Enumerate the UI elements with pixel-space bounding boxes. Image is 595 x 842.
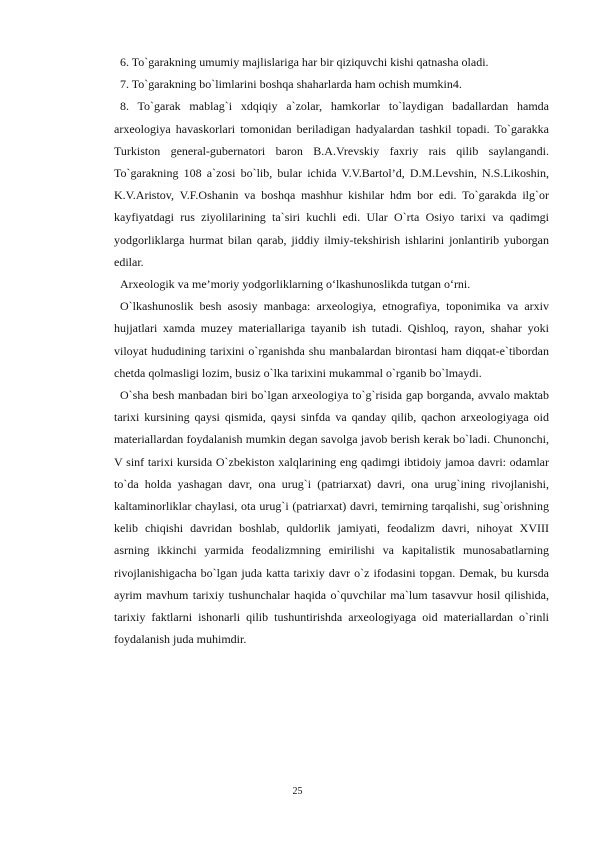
paragraph-archaeology: O`sha besh manbadan biri bo`lgan arxeologiya to`g`risida gap borganda, avvalo maktab tarixi kursining qaysi qismida, qaysi sinfda va qanday qilib, qachon arxeologiyaga oid materiallardan foydalanish mumkin degan savolga javob berish kerak bo`ladi. Chunonchi, V sinf tarixi kursida O`zbekiston xalqlarining eng qadimgi ibtidoiy jamoa davri: odamlar to`da holda yashagan davr, ona urug`i (patriarxat) davri, ona urug`ining rivojlanishi, kaltaminorliklar chaylasi, ota urug`i (patriarxat) davri, temirning tarqalishi, sug`orishning kelib chiqishi davridan boshlab, quldorlik jamiyati, feodalizm davri, nihoyat XVIII asrning ikkinchi yarmida feodalizmning emirilishi va kapitalistik munosabatlarning rivojlanishigacha bo`lgan juda katta tarixiy davr o`z ifodasini topgan. Demak, bu kursda ayrim mavhum tarixiy tushunchalar haqida o`quvchilar ma`lum tasavvur hosil qilishida, tarixiy faktlarni ishonarli qilib tushuntirishda arxeologiyaga oid materiallardan o`rinli foydalanish juda muhimdir. <box>114 388 549 647</box>
paragraph-item-7: 7. To`garakning bo`limlarini boshqa shaharlarda ham ochish mumkin4. <box>120 77 462 92</box>
paragraph-item-8: 8. To`garak mablag`i xdqiqiy a`zolar, hamkorlar to`laydigan badallardan hamda arxeologiya havaskorlari tomonidan beriladigan hadyalardan tashkil topadi. To`garakka Turkiston general-gubernatori baron B.A.Vrevskiy faxriy rais qilib saylangandi. To`garakning 108 a`zosi bo`lib, bular ichida V.V.Bartol’d, D.M.Levshin, N.S.Likoshin, K.V.Aristov, V.F.Oshanin va boshqa mashhur kishilar hdm bor edi. To`garakda ilg`or kayfiyatdagi rus ziyolilarining ta`siri kuchli edi. Ular O`rta Osiyo tarixi va qadimgi yodgorliklarga hurmat bilan qarab, jiddiy ilmiy-tekshirish ishlarini jonlantirib yuborgan edilar. <box>114 99 549 269</box>
paragraph-sources: O`lkashunoslik besh asosiy manbaga: arxeologiya, etnografiya, toponimika va arxiv hujjatlari xamda muzey materiallariga tayanib ish tutadi. Qishloq, rayon, shahar yoki viloyat hududining tarixini o`rganishda shu manbalardan birontasi ham diqqat-e`tibordan chetda qolmasligi lozim, busiz o`lka tarixini mukammal o`rganib bo`lmaydi. <box>114 299 549 380</box>
paragraph-item-6: 6. To`garakning umumiy majlislariga har bir qiziquvchi kishi qatnasha oladi. <box>120 55 489 69</box>
body-text <box>114 51 549 650</box>
section-heading: Arxeologik va me’moriy yodgorliklarning o‘lkashunoslikda tutgan o‘rni. <box>120 277 471 292</box>
page-number: 25 <box>292 786 303 797</box>
